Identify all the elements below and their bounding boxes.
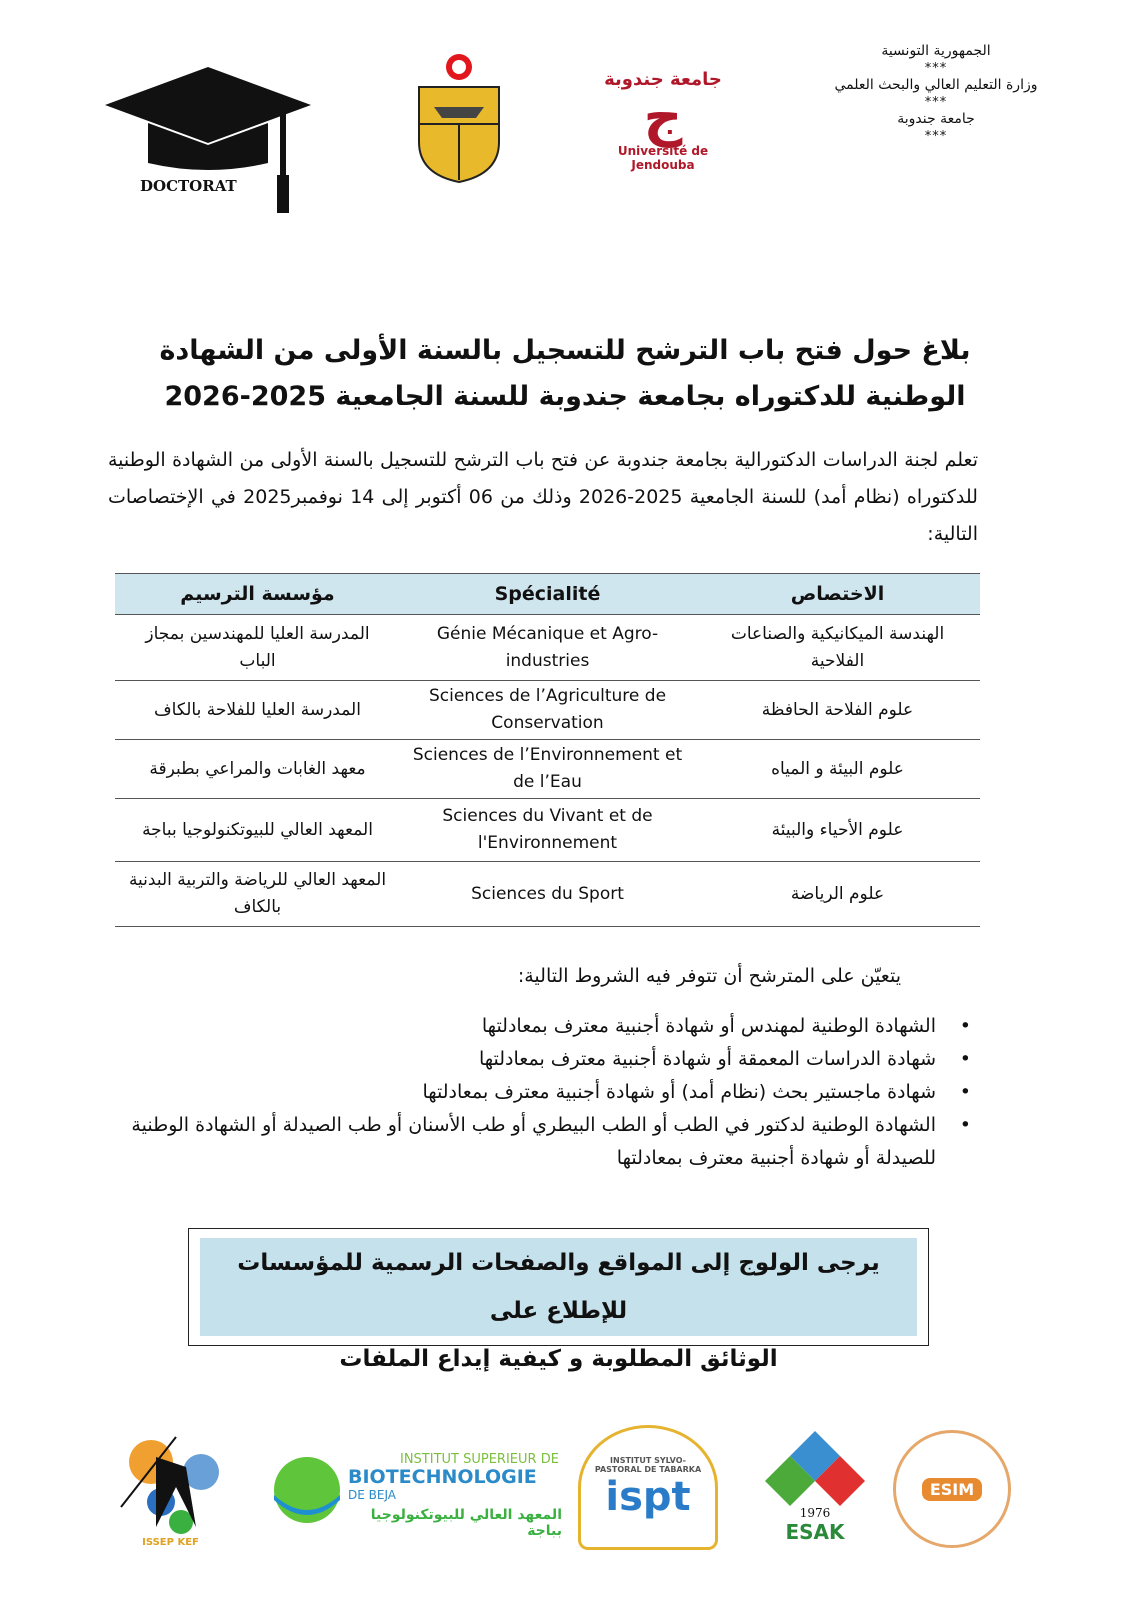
list-item: • شهادة ماجستير بحث (نظام أمد) أو شهادة أجنبية معترف بمعادلتها — [101, 1076, 971, 1109]
list-item: • الشهادة الوطنية لدكتور في الطب أو الطب البيطري أو طب الأسنان أو طب الصيدلة أو الشهادة الوطنية للصيدلة أو شهادة أجنبية معترف بمعادلتها — [101, 1109, 971, 1175]
conditions-list — [101, 1010, 971, 1175]
table-row: علوم البيئة و المياه Sciences de l’Environnement et de l’Eau معهد الغابات والمراعي بطبرقة — [115, 740, 980, 799]
ministry-header: الجمهورية التونسية *** وزارة التعليم العالي والبحث العلمي *** جامعة جندوبة *** — [834, 43, 1038, 144]
doctorat-label: DOCTORAT — [140, 177, 237, 195]
doctorat-logo — [103, 65, 313, 215]
tunisia-coat-of-arms — [414, 52, 504, 184]
issep-kef-logo: ISSEP KEF — [108, 1420, 233, 1555]
isbb-logo: INSTITUT SUPERIEUR DE BIOTECHNOLOGIE DE BEJA المعهد العالي للبيوتكنولوجيا بباجة — [272, 1450, 562, 1535]
table-row: علوم الرياضة Sciences du Sport المعهد العالي للرياضة والتربية البدنية بالكاف — [115, 862, 980, 927]
notice-box: يرجى الولوج إلى المواقع والصفحات الرسمية للمؤسسات للإطلاع على الوثائق المطلوبة و كيفية إيداع الملفات — [188, 1228, 929, 1346]
header-specialty-ar: الاختصاص — [695, 574, 980, 615]
list-item: • شهادة الدراسات المعمقة أو شهادة أجنبية معترف بمعادلتها — [101, 1043, 971, 1076]
header-institution: مؤسسة الترسيم — [115, 574, 400, 615]
table-row: علوم الفلاحة الحافظة Sciences de l’Agriculture de Conservation المدرسة العليا للفلاحة بالكاف — [115, 681, 980, 740]
esak-logo: 1976 ESAK — [760, 1420, 870, 1550]
page-title: بلاغ حول فتح باب الترشح للتسجيل بالسنة الأولى من الشهادة الوطنية للدكتوراه بجامعة جندوبة للسنة الجامعية 2025-2026 — [159, 335, 971, 412]
conditions-heading: يتعيّن على المترشح أن تتوفر فيه الشروط التالية: — [517, 965, 901, 987]
header-specialty-fr: Spécialité — [400, 574, 695, 615]
intro-paragraph: تعلم لجنة الدراسات الدكتورالية بجامعة جندوبة عن فتح باب الترشح للتسجيل بالسنة الأولى من الشهادة الوطنية للدكتوراه (نظام أمد) للسنة الجامعية 2025-2026 وذلك من 06 أكتوبر إلى 14 نوفمبر2025 في الإختصاصات التالية: — [108, 449, 978, 545]
table-row: علوم الأحياء والبيئة Sciences du Vivant et de l'Environnement المعهد العالي للبيوتكنولوجيا بباجة — [115, 799, 980, 862]
table-row: الهندسة الميكانيكية والصناعات الفلاحية Génie Mécanique et Agro-industries المدرسة العليا للمهندسين بمجاز الباب — [115, 615, 980, 681]
ispt-logo: INSTITUT SYLVO-PASTORAL DE TABARKA ispt — [578, 1425, 718, 1550]
university-jendouba-logo: جامعة جندوبة ج Université de Jendouba — [604, 68, 722, 172]
list-item: • الشهادة الوطنية لمهندس أو شهادة أجنبية معترف بمعادلتها — [101, 1010, 971, 1043]
esim-logo: ESIM — [893, 1430, 1011, 1548]
specialties-table — [115, 573, 980, 927]
table-header-row — [115, 574, 980, 615]
